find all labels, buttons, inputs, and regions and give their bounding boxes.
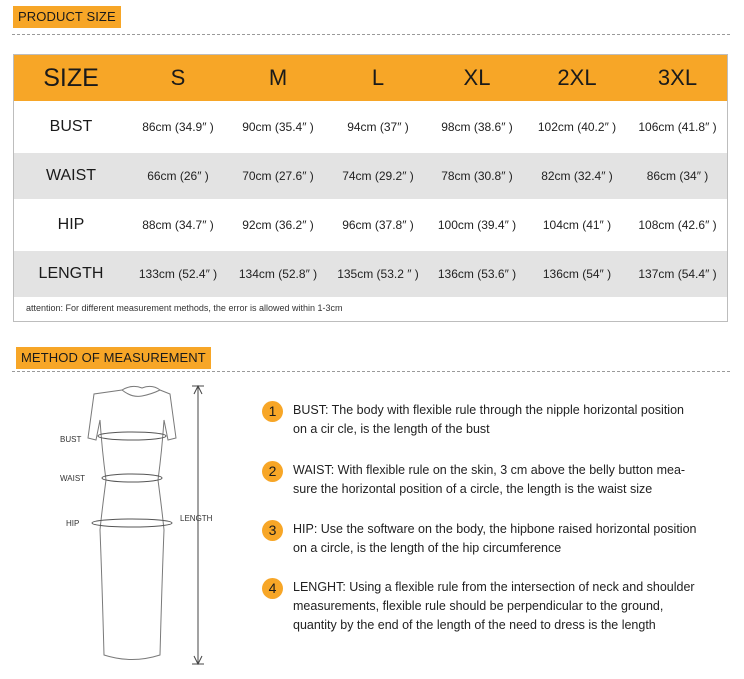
- table-cell: 82cm (32.4″ ): [541, 169, 613, 183]
- step-line: on a circle, is the length of the hip circumference: [293, 541, 562, 555]
- step-number-1: 1: [262, 401, 283, 422]
- row-label: WAIST: [45, 167, 97, 184]
- table-cell: 96cm (37.8″ ): [342, 218, 414, 232]
- product-size-heading: PRODUCT SIZE: [13, 6, 121, 28]
- table-cell: 78cm (30.8″ ): [441, 169, 513, 183]
- table-cell: 86cm (34″ ): [646, 169, 709, 183]
- table-cell: 66cm (26″ ): [147, 169, 209, 183]
- header-xl: XL: [463, 65, 491, 90]
- table-cell: 136cm (53.6″ ): [437, 267, 517, 281]
- table-cell: 86cm (34.9″ ): [142, 120, 214, 134]
- row-label: BUST: [49, 118, 93, 135]
- table-cell: 74cm (29.2″ ): [342, 169, 414, 183]
- length-label: LENGTH: [180, 514, 213, 523]
- step-text: [293, 520, 733, 558]
- row-label: LENGTH: [38, 265, 104, 282]
- header-2xl: 2XL: [557, 65, 597, 90]
- divider-product: [12, 34, 730, 35]
- table-cell: 133cm (52.4″ ): [138, 267, 218, 281]
- hip-label: HIP: [66, 519, 80, 528]
- table-cell: 135cm (53.2 ″ ): [337, 267, 419, 281]
- step-text: [293, 461, 733, 499]
- step-line: BUST: The body with flexible rule through the nipple horizontal position: [293, 403, 684, 417]
- table-cell: 100cm (39.4″ ): [437, 218, 517, 232]
- table-cell: 70cm (27.6″ ): [242, 169, 314, 183]
- dress-figure: [50, 380, 240, 670]
- table-row-bust: [14, 101, 727, 153]
- table-cell: 137cm (54.4″ ): [638, 267, 717, 281]
- size-table: [13, 54, 728, 322]
- step-line: quantity by the end of the length of the need to dress is the length: [293, 618, 656, 632]
- step-number-3: 3: [262, 520, 283, 541]
- header-3xl: 3XL: [657, 65, 698, 90]
- step-line: WAIST: With flexible rule on the skin, 3 cm above the belly button mea-: [293, 463, 686, 477]
- table-cell: 134cm (52.8″ ): [238, 267, 318, 281]
- table-header-row: [14, 55, 727, 101]
- step-line: LENGHT: Using a flexible rule from the intersection of neck and shoulder: [293, 580, 695, 594]
- waist-label: WAIST: [60, 474, 86, 483]
- table-row-length: [14, 251, 727, 297]
- step-line: measurements, flexible rule should be perpendicular to the ground,: [293, 599, 664, 613]
- table-cell: 106cm (41.8″ ): [638, 120, 717, 134]
- table-cell: 104cm (41″ ): [542, 218, 612, 232]
- step-line: HIP: Use the software on the body, the hipbone raised horizontal position: [293, 522, 697, 536]
- bust-label: BUST: [60, 435, 82, 444]
- table-cell: 102cm (40.2″ ): [537, 120, 617, 134]
- table-row-hip: [14, 199, 727, 251]
- attention-note: attention: For different measurement methods, the error is allowed within 1-3cm: [26, 303, 343, 313]
- header-l: L: [371, 65, 385, 90]
- header-s: S: [170, 65, 186, 90]
- table-cell: 108cm (42.6″ ): [638, 218, 717, 232]
- table-cell: 90cm (35.4″ ): [242, 120, 314, 134]
- divider-method: [12, 371, 730, 372]
- table-cell: 88cm (34.7″ ): [142, 218, 214, 232]
- step-line: sure the horizontal position of a circle, the length is the waist size: [293, 482, 653, 496]
- table-cell: 136cm (54″ ): [542, 267, 612, 281]
- row-label: HIP: [57, 216, 85, 233]
- step-number-4: 4: [262, 578, 283, 599]
- step-line: on a cir cle, is the length of the bust: [293, 422, 490, 436]
- step-text: [293, 578, 733, 635]
- header-size: SIZE: [43, 63, 99, 92]
- step-number-2: 2: [262, 461, 283, 482]
- method-heading: METHOD OF MEASUREMENT: [16, 347, 211, 369]
- step-text: [293, 401, 733, 439]
- table-row-waist: [14, 153, 727, 199]
- header-m: M: [268, 65, 288, 90]
- table-cell: 92cm (36.2″ ): [242, 218, 314, 232]
- table-cell: 98cm (38.6″ ): [441, 120, 513, 134]
- table-cell: 94cm (37″ ): [347, 120, 409, 134]
